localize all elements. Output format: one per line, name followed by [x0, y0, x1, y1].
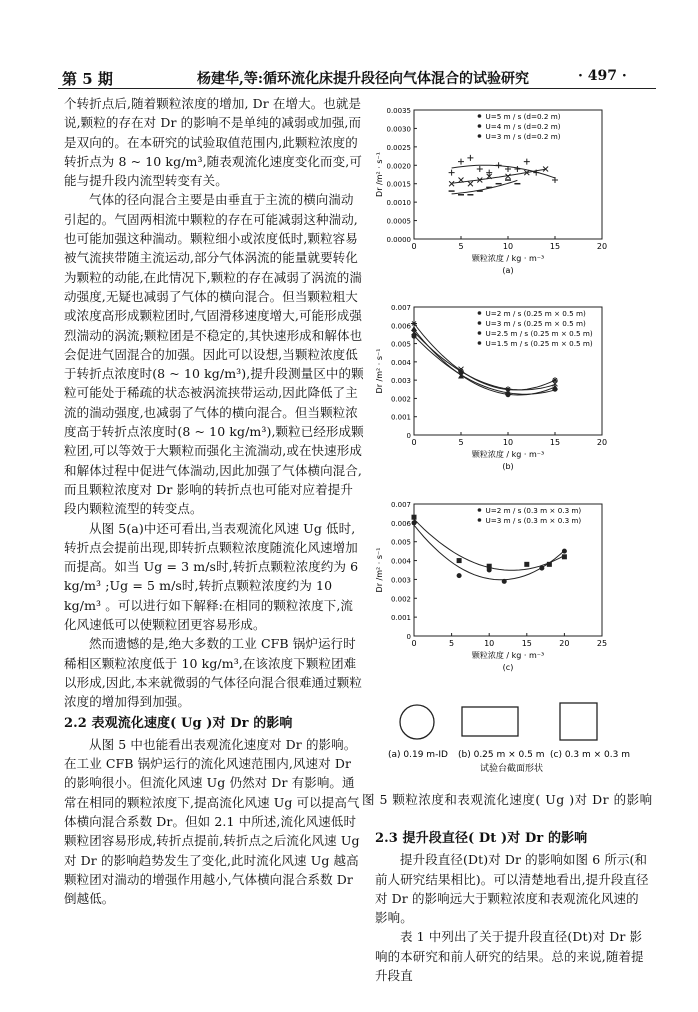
x-tick-label: 20	[559, 639, 570, 648]
y-tick-label: 0.005	[390, 538, 411, 547]
y-axis-label: Dr /m² · s⁻¹	[375, 348, 384, 394]
cross-section-shapes	[380, 700, 650, 775]
y-tick-label: 0.004	[390, 557, 411, 566]
paragraph: 个转折点后,随着颗粒浓度的增加, Dr 在增大。也就是说,颗粒的存在对 Dr 的影响不是单纯的减弱或加强,而是双向的。在本研究的试验取值范围内,此颗粒浓度的转折点为 8 ~ 10 kg/m³,随表观流化速度变化而变,可能与提升段内流型转变有关。	[64, 96, 362, 189]
legend-marker	[478, 518, 482, 522]
legend-entry: U=2 m / s (0.25 m × 0.5 m)	[485, 309, 586, 318]
y-tick-label: 0.0005	[386, 217, 411, 226]
data-point	[562, 554, 567, 559]
y-tick-label: 0.006	[390, 519, 411, 528]
fit-curve	[414, 519, 564, 570]
chart-panel-0	[375, 107, 607, 275]
chart-panel-1	[375, 304, 607, 471]
x-tick-label: 0	[411, 438, 417, 447]
y-tick-label: 0.004	[390, 358, 411, 367]
shape-label-b: (b) 0.25 m × 0.5 m	[458, 750, 545, 760]
data-point	[458, 159, 464, 165]
y-tick-label: 0	[406, 633, 411, 641]
data-point	[552, 177, 558, 183]
y-tick-label: 0.005	[390, 340, 411, 349]
y-tick-label: 0.003	[390, 377, 411, 386]
circle-section-icon	[400, 705, 434, 739]
left-column	[64, 94, 364, 908]
legend-entry: U=5 m / s (d=0.2 m)	[485, 112, 561, 121]
y-tick-label: 0.002	[390, 595, 411, 604]
y-axis-label: Dr /m² · s⁻¹	[375, 547, 384, 593]
x-tick-label: 0	[411, 639, 417, 648]
data-point	[449, 181, 454, 186]
legend-marker	[478, 321, 482, 325]
legend-entry: U=3 m / s (0.25 m × 0.5 m)	[485, 319, 586, 328]
x-tick-label: 10	[502, 242, 514, 251]
section-heading-2-3: 2.3 提升段直径( Dt )对 Dr 的影响	[375, 831, 588, 846]
y-tick-label: 0.007	[390, 501, 411, 509]
chart-panel-2	[375, 501, 607, 672]
right-column	[375, 827, 650, 985]
data-point	[506, 392, 511, 397]
shape-label-c: (c) 0.3 m × 0.3 m	[550, 750, 630, 760]
data-point	[459, 370, 464, 375]
data-point	[547, 562, 552, 567]
data-point	[487, 564, 492, 569]
legend-marker	[478, 331, 482, 335]
paragraph: 然而遗憾的是,绝大多数的工业 CFB 锅炉运行时稀相区颗粒浓度低于 10 kg/m³,在该浓度下颗粒团难以形成,因此,本来就微弱的气体径向混合很难通过颗粒浓度的增加得到加强。	[64, 636, 362, 710]
fit-curve	[452, 169, 546, 183]
x-tick-label: 5	[458, 242, 464, 251]
data-point	[468, 181, 473, 186]
data-point	[496, 162, 502, 168]
y-tick-label: 0.0010	[386, 199, 411, 208]
header-rule	[58, 88, 656, 89]
x-tick-label: 10	[484, 639, 495, 648]
data-point	[514, 166, 520, 172]
y-tick-label: 0.003	[390, 576, 411, 585]
y-tick-label: 0.001	[390, 614, 411, 623]
data-point	[412, 334, 417, 339]
data-point	[524, 159, 530, 165]
y-tick-label: 0.0020	[386, 162, 411, 171]
paragraph: 从图 5 中也能看出表观流化速度对 Dr 的影响。在工业 CFB 锅炉运行的流化风速范围内,风速对 Dr 的影响很小。但流化风速 Ug 仍然对 Dr 有影响。通常在相同的颗粒浓度下,提高流化风速 Ug 可以提高气体横向混合系数 Dr。但如 2.1 中所述,流化风速低时颗粒团容易形成,转折点提前,转折点之后流化风速 Ug 对 Dr 的影响趋势发生了变化,此时流化风速 Ug 越高颗粒团对湍动的增强作用越小,气体横向混合系数 Dr 倒越低。	[64, 736, 360, 907]
legend-marker	[478, 311, 482, 315]
y-tick-label: 0.001	[390, 413, 411, 422]
figure-5-charts	[372, 96, 654, 696]
x-tick-label: 0	[411, 242, 417, 251]
legend-entry: U=3 m / s (0.3 m × 0.3 m)	[485, 516, 582, 525]
y-tick-label: 0.0000	[386, 236, 411, 244]
x-tick-label: 20	[596, 438, 608, 447]
legend-entry: U=1.5 m / s (0.25 m × 0.5 m)	[485, 339, 593, 348]
y-axis-label: Dr /m² · s⁻¹	[375, 152, 384, 197]
panel-label: (b)	[502, 462, 514, 471]
x-tick-label: 10	[502, 438, 514, 447]
page-number: · 497 ·	[578, 68, 627, 84]
legend-entry: U=3 m / s (d=0.2 m)	[485, 132, 561, 141]
x-tick-label: 25	[596, 639, 608, 648]
x-tick-label: 15	[549, 438, 561, 447]
y-tick-label: 0.007	[390, 304, 411, 312]
paragraph: 气体的径向混合主要是由垂直于主流的横向湍动引起的。气固两相流中颗粒的存在可能减弱这种湍动,也可能加强这种湍动。颗粒细小或浓度低时,颗粒容易被气流挟带随主流运动,部分气体涡流的能量就要转化为颗粒的动能,在此情况下,颗粒的存在减弱了涡流的湍动强度,无疑也减弱了气体的横向混合。但当颗粒粗大或浓度高形成颗粒团时,气固滑移速度增大,可能形成强烈湍动的涡流;颗粒团是不稳定的,其快速形成和解体也会促进气固混合的加强。因此可以设想,当颗粒浓度低于转折点浓度时(8 ~ 10 kg/m³),提升段测量区中的颗粒可能处于稀疏的状态被涡流挟带运动,因此降低了主流的湍动强度,也减弱了气体的横向混合。但当颗粒浓度高于转折点浓度时(8 ~ 10 kg/m³),颗粒已经形成颗粒团,可以等效于大颗粒而强化主流湍动,或在快速形成和解体过程中促进气体湍动,因此加强了气体横向混合,而且颗粒浓度对 Dr 影响的转折点也可能对应着提升段内颗粒流型的转变点。	[64, 192, 364, 517]
legend-marker	[478, 124, 482, 128]
data-point	[449, 170, 455, 176]
y-tick-label: 0.0035	[386, 107, 411, 115]
x-tick-label: 15	[549, 242, 561, 251]
issue-number: 第 5 期	[62, 70, 113, 88]
data-point	[505, 386, 511, 392]
panel-label: (a)	[502, 266, 514, 275]
legend-entry: U=2 m / s (0.3 m × 0.3 m)	[485, 506, 582, 515]
y-tick-label: 0	[406, 432, 411, 440]
x-axis-label: 颗粒浓度 / kg · m⁻³	[471, 450, 545, 459]
legend-marker	[478, 508, 482, 512]
y-tick-label: 0.0015	[386, 180, 411, 189]
panel-label: (c)	[502, 663, 514, 672]
data-point	[457, 573, 462, 578]
shapes-title: 试验台截面形状	[480, 764, 544, 774]
x-tick-label: 5	[449, 639, 455, 648]
legend-marker	[478, 134, 482, 138]
figure-caption: 图 5 颗粒浓度和表观流化速度( Ug )对 Dr 的影响	[362, 792, 653, 807]
legend-marker	[478, 341, 482, 345]
x-tick-label: 5	[458, 438, 464, 447]
y-tick-label: 0.002	[390, 395, 411, 404]
y-tick-label: 0.0030	[386, 125, 411, 134]
running-title: 杨建华,等:循环流化床提升段径向气体混合的试验研究	[197, 71, 530, 87]
shape-label-a: (a) 0.19 m-ID	[388, 750, 448, 760]
paragraph: 表 1 中列出了关于提升段直径(Dt)对 Dr 影响的本研究和前人研究的结果。总的来说,随着提升段直	[375, 929, 644, 984]
x-axis-label: 颗粒浓度 / kg · m⁻³	[471, 254, 545, 263]
data-point	[553, 387, 558, 392]
rect-section-icon	[462, 707, 518, 736]
legend-marker	[478, 114, 482, 118]
section-heading-2-2: 2.2 表观流化速度( Ug )对 Dr 的影响	[64, 715, 293, 731]
x-axis-label: 颗粒浓度 / kg · m⁻³	[471, 651, 545, 660]
square-section-icon	[560, 703, 597, 740]
y-tick-label: 0.006	[390, 322, 411, 331]
data-point	[524, 562, 529, 567]
data-point	[412, 515, 417, 520]
data-point	[467, 155, 473, 161]
paragraph: 提升段直径(Dt)对 Dr 的影响如图 6 所示(和前人研究结果相比)。可以清楚地看出,提升段直径对 Dr 的影响远大于颗粒浓度和表观流化风速的影响。	[375, 852, 649, 926]
x-tick-label: 20	[596, 242, 608, 251]
legend-entry: U=4 m / s (d=0.2 m)	[485, 122, 561, 131]
x-tick-label: 15	[521, 639, 532, 648]
data-point	[457, 558, 462, 563]
data-point	[502, 579, 507, 584]
legend-entry: U=2.5 m / s (0.25 m × 0.5 m)	[485, 329, 593, 338]
page-header	[0, 0, 698, 92]
data-point	[477, 166, 483, 172]
y-tick-label: 0.0025	[386, 143, 411, 152]
paragraph: 从图 5(a)中还可看出,当表观流化风速 Ug 低时,转折点会提前出现,即转折点颗粒浓度随流化风速增加而提高。如当 Ug = 3 m/s时,转折点颗粒浓度约为 6 kg/m³ ;Ug = 5 m/s时,转折点颗粒浓度约为 10 kg/m³ 。可以进行如下解释:在相同的颗粒浓度下,流化风速低可以使颗粒团更容易形成。	[64, 520, 359, 633]
data-point	[562, 549, 567, 554]
